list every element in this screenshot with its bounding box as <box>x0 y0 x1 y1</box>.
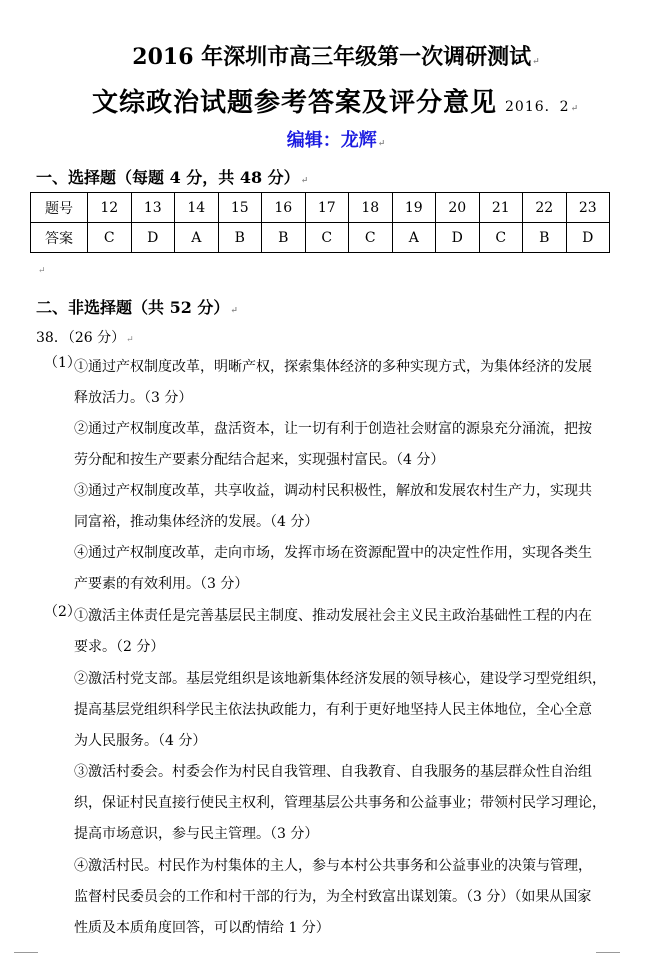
answer-cell: D <box>131 223 175 253</box>
part-1-label: （1） <box>44 355 81 371</box>
answer-line: 产要素的有效利用。（3 分） <box>74 576 249 592</box>
answer-line: 织，保证村民直接行使民主权利，管理基层公共事务和公益事业；带领村民学习理论， <box>74 795 606 811</box>
answer-line: 性质及本质角度回答，可以酌情给 1 分） <box>74 920 330 936</box>
question-number: 18 <box>349 193 393 223</box>
crop-mark-right <box>596 952 620 963</box>
paragraph-mark: ↵ <box>38 266 46 276</box>
question-number: 12 <box>88 193 132 223</box>
answer-row <box>31 223 610 253</box>
answer-line: ②激活村党支部。基层党组织是该地新集体经济发展的领导核心，建设学习型党组织， <box>74 671 606 687</box>
question-number: 15 <box>218 193 262 223</box>
answer-cell: C <box>479 223 523 253</box>
section1-heading: 一、选择题（每题 4 分，共 48 分）↵ <box>36 168 309 187</box>
question-number: 22 <box>523 193 567 223</box>
answer-line: 提高基层党组织科学民主依法执政能力，有利于更好地坚持人民主体地位，全心全意 <box>74 702 592 718</box>
question-number-row <box>31 193 610 223</box>
question-number: 19 <box>392 193 436 223</box>
answer-cell: A <box>175 223 219 253</box>
question-number: 16 <box>262 193 306 223</box>
crop-mark-left <box>14 952 38 963</box>
question-number: 17 <box>305 193 349 223</box>
answer-cell: B <box>262 223 306 253</box>
answer-line: ①激活主体责任是完善基层民主制度、推动发展社会主义民主政治基础性工程的内在 <box>74 608 592 624</box>
answer-line: ④激活村民。村民作为村集体的主人，参与本村公共事务和公益事业的决策与管理， <box>74 858 592 874</box>
answer-cell: D <box>436 223 480 253</box>
answer-line: 监督村民委员会的工作和村干部的行为，为全村致富出谋划策。（3 分）（如果从国家 <box>74 889 592 905</box>
answer-cell: C <box>349 223 393 253</box>
answer-line: ③通过产权制度改革，共享收益，调动村民积极性，解放和发展农村生产力，实现共 <box>74 483 592 499</box>
answer-cell: B <box>523 223 567 253</box>
question-number: 20 <box>436 193 480 223</box>
question-number: 13 <box>131 193 175 223</box>
answer-line: ①通过产权制度改革，明晰产权，探索集体经济的多种实现方式，为集体经济的发展 <box>74 359 592 375</box>
date: 2016．2 <box>505 99 570 115</box>
title-line-1: 2016 年深圳市高三年级第一次调研测试↵ <box>132 44 540 70</box>
answer-line: ②通过产权制度改革，盘活资本，让一切有利于创造社会财富的源泉充分涌流，把按 <box>74 421 592 437</box>
answer-cell: C <box>88 223 132 253</box>
editor-line: 编辑：龙辉↵ <box>286 130 386 151</box>
answer-line: 要求。（2 分） <box>74 639 165 655</box>
answer-cell: C <box>305 223 349 253</box>
answer-table <box>30 192 610 253</box>
answer-line: 提高市场意识，参与民主管理。（3 分） <box>74 826 319 842</box>
answer-cell: D <box>566 223 610 253</box>
question-38-label: 38．（26 分）↵ <box>36 330 134 346</box>
question-number: 21 <box>479 193 523 223</box>
answer-line: 为人民服务。（4 分） <box>74 733 207 749</box>
answer-line: 同富裕，推动集体经济的发展。（4 分） <box>74 514 319 530</box>
title-line-2: 文综政治试题参考答案及评分意见 2016．2↵ <box>92 88 580 118</box>
part-2-label: （2） <box>44 604 81 620</box>
answer-cell: A <box>392 223 436 253</box>
answer-cell: B <box>218 223 262 253</box>
question-number: 23 <box>566 193 610 223</box>
answer-line: 劳分配和按生产要素分配结合起来，实现强村富民。（4 分） <box>74 452 445 468</box>
row-label-question: 题号 <box>31 193 88 223</box>
answer-line: 释放活力。（3 分） <box>74 390 193 406</box>
row-label-answer: 答案 <box>31 223 88 253</box>
answer-line: ③激活村委会。村委会作为村民自我管理、自我教育、自我服务的基层群众性自治组 <box>74 764 592 780</box>
question-number: 14 <box>175 193 219 223</box>
answer-line: ④通过产权制度改革，走向市场，发挥市场在资源配置中的决定性作用，实现各类生 <box>74 545 592 561</box>
section2-heading: 二、非选择题（共 52 分）↵ <box>36 298 238 317</box>
